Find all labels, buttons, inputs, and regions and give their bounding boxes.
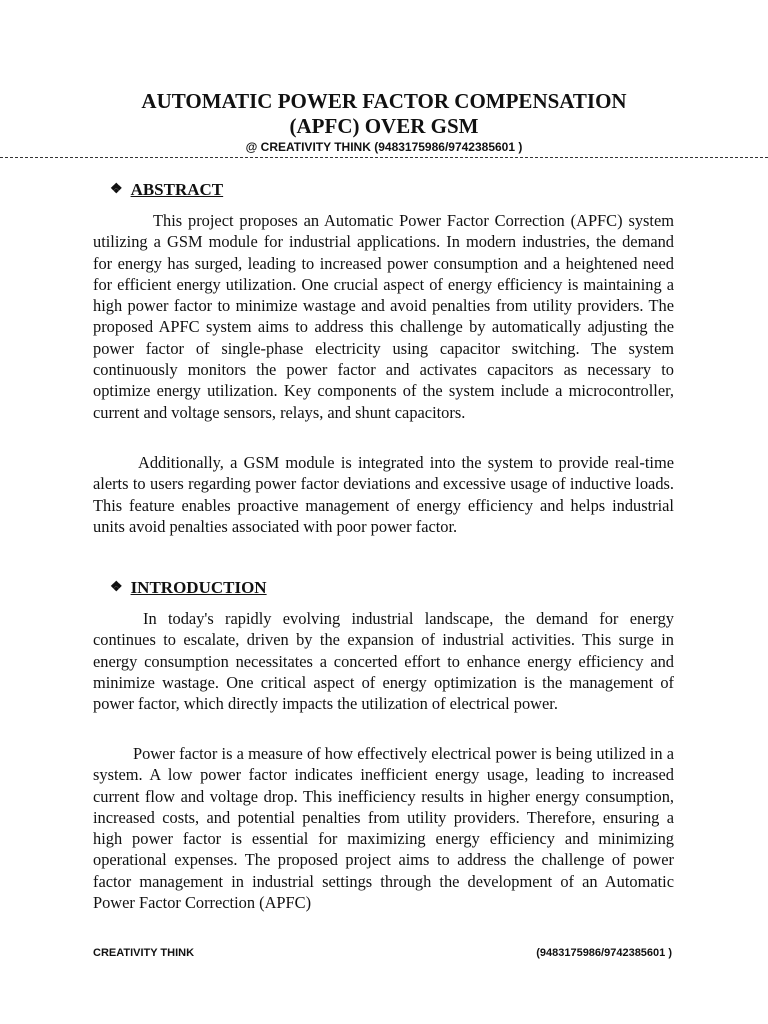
document-title-line-2: (APFC) OVER GSM [289,114,479,138]
introduction-paragraph-2: Power factor is a measure of how effectively electrical power is being utilized in a system. A low power factor indicates inefficient energy usage, leading to increased current flow and voltage drop. This inefficiency results in higher energy consumption, increased costs, and potential penalties from utility providers. Therefore, ensuring a high power factor is essential for maximizing energy efficiency and minimizing operational expenses. The proposed project aims to address the challenge of power factor management in industrial settings through the development of an Automatic Power Factor Correction (APFC) [93,744,674,913]
footer-right-text: (9483175986/9742385601 ) [536,947,672,959]
diamond-bullet-icon: ❖ [110,182,123,197]
abstract-heading-text: ABSTRACT [130,180,224,199]
introduction-heading [110,577,267,599]
diamond-bullet-icon: ❖ [110,580,123,595]
abstract-paragraph-1: This project proposes an Automatic Power Factor Correction (APFC) system utilizing a GSM module for industrial applications. In modern industries, the demand for energy has surged, leading to increased power consumption and a heightened need for efficient energy utilization. One crucial aspect of energy efficiency is maintaining a high power factor to minimize wastage and avoid penalties from utility providers. The proposed APFC system aims to address this challenge by automatically adjusting the power factor of single-phase electricity using capacitor switching. The system continuously monitors the power factor and activates capacitors as necessary to optimize energy utilization. Key components of the system include a microcontroller, current and voltage sensors, relays, and shunt capacitors. [93,211,674,422]
abstract-paragraph-2: Additionally, a GSM module is integrated into the system to provide real-time alerts to users regarding power factor deviations and excessive usage of inductive loads. This feature enables proactive management of energy efficiency and helps industrial units avoid penalties associated with poor power factor. [93,453,674,536]
introduction-heading-text: INTRODUCTION [130,578,267,597]
header-divider [0,157,768,158]
abstract-heading [110,179,223,201]
document-title-line-1: AUTOMATIC POWER FACTOR COMPENSATION [141,89,627,113]
footer-left-text: CREATIVITY THINK [93,947,195,959]
document-subtitle: @ CREATIVITY THINK (9483175986/9742385601 ) [245,140,523,154]
introduction-paragraph-1: In today's rapidly evolving industrial landscape, the demand for energy continues to escalate, driven by the expansion of industrial activities. This surge in energy consumption necessitates a concerted effort to enhance energy efficiency and minimize wastage. One critical aspect of energy optimization is the management of power factor, which directly impacts the utilization of electrical power. [93,609,674,714]
